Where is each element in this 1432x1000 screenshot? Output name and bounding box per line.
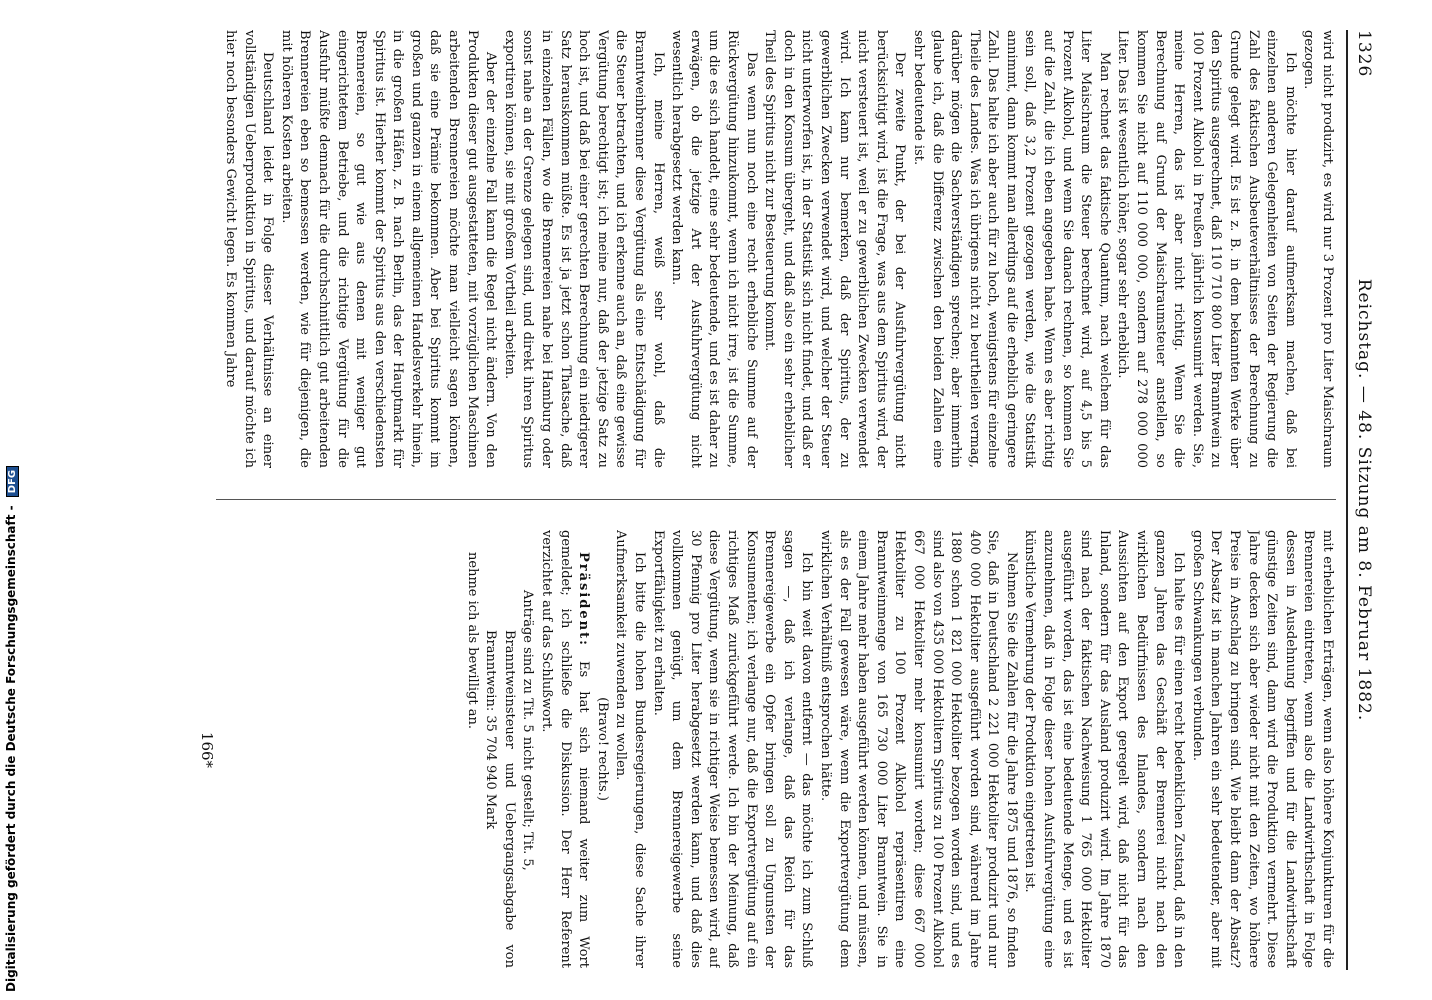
paragraph: nehme ich als bewilligt an. bbox=[464, 552, 480, 729]
paragraph: Aber der einzelne Fall kann die Regel nicht ändern. Von den Produkten dieser gut ausgestatteten, mit vorzüglichen Maschinen arbeitenden Brennereien möchte man vielleicht sagen können, daß sie eine Prämie bekommen. Aber bei Spiritus kommt im großen und ganzen in einem allgemeinen Handelsverkehr hinein, in die großen Häfen, z. B. nach Berlin, das der Hauptmarkt für Spiritus ist. Hierher kommt der Spiritus aus den verschiedensten Brennereien, so gut wie aus denen mit weniger gut eingerichtetem Betriebe, und die richtige Vergütung für die Ausfuhr müßte demnach für die durchschnittlich gut arbeitenden Brennereien eben so bemessen werden, wie für diejenigen, die mit höheren Kosten arbeiten. bbox=[278, 30, 499, 468]
paragraph: Man rechnet das faktische Quantum, nach welchem für das Liter Maischraum die Steuer berechnet wird, auf 4,5 bis 5 Prozent Alkohol, und wenn Sie danach rechnen, so kommen Sie auf die Zahl, die ich eben angegeben habe. Wenn es aber richtig sein soll, daß 3,2 Prozent gezogen werden, wie die Statistik annimmt, dann kommt man allerdings auf die erheblich geringere Zahl. Das halte ich aber auch für zu hoch, wenigstens für einzelne Theile des Landes. Was ich übrigens nicht zu beurtheilen vermag, darüber mögen die Sachverständigen sprechen; aber immerhin glaube ich, daß die Differenz zwischen den beiden Zahlen eine sehr bedeutende ist. bbox=[910, 30, 1112, 468]
paragraph: Branntweinsteuer und Uebergangsabgabe von Branntwein: 35 704 940 Mark bbox=[483, 630, 517, 968]
speaker-name: Präsident: bbox=[576, 552, 592, 647]
text-column-right bbox=[216, 530, 1336, 968]
paragraph: Deutschland leidet in Folge dieser Verhältnisse an einer vollständigen Ueberproduktion in Spiritus, und darauf möchte ich hier noch besonders Gewicht legen. Es kommen Jahre bbox=[222, 30, 276, 468]
dfg-logo-icon: DFG bbox=[6, 466, 19, 497]
paragraph: mit erheblichen Erträgen, wenn also höhere Konjunkturen für die Brennereien eintreten, wenn also die Landwirthschaft in Folge dessen in Ausdehnung begriffen und für die Landwirthschaft günstige Zeiten sind, dann wird die Produktion vermehrt. Diese Jahre decken sich aber wieder nicht mit den Zeiten, wo höhere Preise in Anschlag zu bringen sind. Wie bleibt dann der Absatz? Der Absatz ist in manchen Jahren ein sehr bedeutender, aber mit großen Schwankungen verbunden. bbox=[1189, 530, 1335, 968]
paragraph: Nehmen Sie die Zahlen für die Jahre 1875 und 1876, so finden Sie, daß in Deutschland 2 221 000 Hektoliter produzirt und nur 400 000 Hektoliter ausgeführt worden sind, während im Jahre 1880 schon 1 821 000 Hektoliter bezogen worden sind, und es sind also von 435 000 Hektolitern Spiritus zu 100 Prozent Alkohol 667 000 Hektoliter mehr konsumirt worden; diese 667 000 Hektoliter zu 100 Prozent Alkohol repräsentiren eine Branntweinmenge von 165 730 000 Liter Branntwein. Sie in einem Jahre mehr haben ausgeführt werden können, und müssen, als es der Fall gewesen wäre, wenn die Exportvergütung dem wirklichen Verhältniß entsprochen hätte. bbox=[817, 530, 1019, 968]
paragraph: Der zweite Punkt, der bei der Ausfuhrvergütung nicht berücksichtigt wird, ist die Frage, was aus dem Spiritus wird, der nicht versteuert ist, weil er zu gewerblichen Zwecken verwendet wird. Ich kann nur bemerken, daß der Spiritus, der zu gewerblichen Zwecken verwendet wird, und welcher der Steuer nicht unterworfen ist, in der Statistik sich nicht findet, und daß er doch in den Konsum übergeht, und daß also ein sehr erheblicher Theil des Spiritus nicht zur Besteuerung kommt. bbox=[762, 30, 908, 468]
paragraph-text: Es hat sich niemand weiter zum Wort gemeldet; ich schließe die Diskussion. Der Herr Referent verzichtet auf das Schlußwort. bbox=[539, 530, 592, 968]
text-column-left bbox=[216, 30, 1336, 468]
paragraph: Anträge sind zu Tit. 5 nicht gestellt; Tit. 5, bbox=[520, 590, 536, 871]
paragraph: Ich bitte die hohen Bundesregierungen, diese Sache ihrer Aufmerksamkeit zuwenden zu wollen. bbox=[613, 530, 648, 968]
paragraph: wird nicht produzirt, es wird nur 3 Prozent pro Liter Maischraum gezogen. bbox=[1301, 30, 1335, 468]
paragraph: Ich bin weit davon entfernt — das möchte ich zum Schluß sagen —, daß ich verlange, daß das Reich für das Brennereigewerbe ein Opfer bringen soll zu Ungunsten der Konsumenten; ich verlange nur, daß die Exportvergütung auf ein richtiges Maß zurückgeführt werde. Ich bin der Meinung, daß diese Vergütung, wenn sie in richtiger Weise bemessen wird, auf 30 Pfennig pro Liter herabgesetzt werden kann, und daß dies vollkommen genügt, um dem Brennereigewerbe seine Exportfähigkeit zu erhalten. bbox=[650, 530, 815, 968]
paragraph: Ich halte es für einen recht bedenklichen Zustand, daß in den ganzen Jahren das Geschäft der Brennerei nicht nach den wirklichen Bedürfnissen des Inlandes, sondern nach den Aussichten auf den Export geregelt wird, daß nicht für das Inland, sondern für das Ausland produzirt wird. Im Jahre 1870 sind nach der faktischen Nachweisung 1 765 000 Hektoliter ausgeführt worden, das ist eine bedeutende Menge, und es ist anzunehmen, daß in Folge dieser hohen Ausfuhrvergütung eine künstliche Vermehrung der Produktion eingetreten ist. bbox=[1022, 530, 1187, 968]
page-number: 1326 bbox=[1354, 30, 1374, 78]
credit-text: Digitalisierung gefördert durch die Deutsche Forschungsgemeinschaft - bbox=[4, 505, 18, 992]
paragraph: (Bravo! rechts.) bbox=[594, 697, 610, 801]
paragraph: Das wenn nun noch eine recht erhebliche Summe auf der Rückvergütung hinzukommt, wenn ich nicht irre, ist die Summe, um die es sich handelt, eine sehr bedeutende, und es ist daher zu erwägen, ob die jetzige Art der Ausfuhrvergütung nicht wesentlich herabgesetzt werden kann. bbox=[669, 30, 759, 468]
paragraph bbox=[536, 530, 592, 968]
paragraph: Ich, meine Herren, weiß sehr wohl, daß die Branntweinbrenner diese Vergütung als eine Entschädigung für die Steuer betrachten, und ich erkenne auch an, daß eine gewisse Vergütung berechtigt ist; ich meine nur, daß der jetzige Satz zu hoch ist, und daß bei einer gerechten Berechnung ein niedrigerer Satz herauskommen müßte. Es ist ja jetzt schon Thatsache, daß in einzelnen Fällen, wo die Brennereien nahe bei Hamburg oder sonst nahe an der Grenze gelegen sind, und direkt ihren Spiritus exportiren können, sie mit großem Vortheil arbeiten. bbox=[501, 30, 666, 468]
column-divider bbox=[216, 499, 1336, 500]
page-title: Reichstag. — 48. Sitzung am 8. Februar 1882. bbox=[1354, 278, 1374, 722]
paragraph: Ich möchte hier darauf aufmerksam machen, daß bei einzelnen anderen Gelegenheiten von Seiten der Regierung die Zahl des faktischen Ausbeuteverhältnisses der Berechnung zu Grunde gelegt wird. Es ist z. B. in dem bekannten Werke über den Spiritus ausgerechnet, daß 110 710 800 Liter Branntwein zu 100 Prozent Alkohol in Preußen jährlich konsumirt werden. Sie, meine Herren, das ist aber nicht richtig. Wenn Sie die Berechnung auf Grund der Maischraumsteuer anstellen, so kommen Sie nicht auf 110 000 000, sondern auf 278 000 000 Liter. Das ist wesentlich höher, sogar sehr erheblich. bbox=[1115, 30, 1298, 468]
sheet-signature: 166* bbox=[198, 731, 216, 769]
page-header bbox=[1346, 30, 1374, 970]
document-sheet bbox=[66, 0, 1396, 1000]
digitization-credit bbox=[0, 0, 26, 1000]
credit-text-line bbox=[4, 2, 22, 992]
